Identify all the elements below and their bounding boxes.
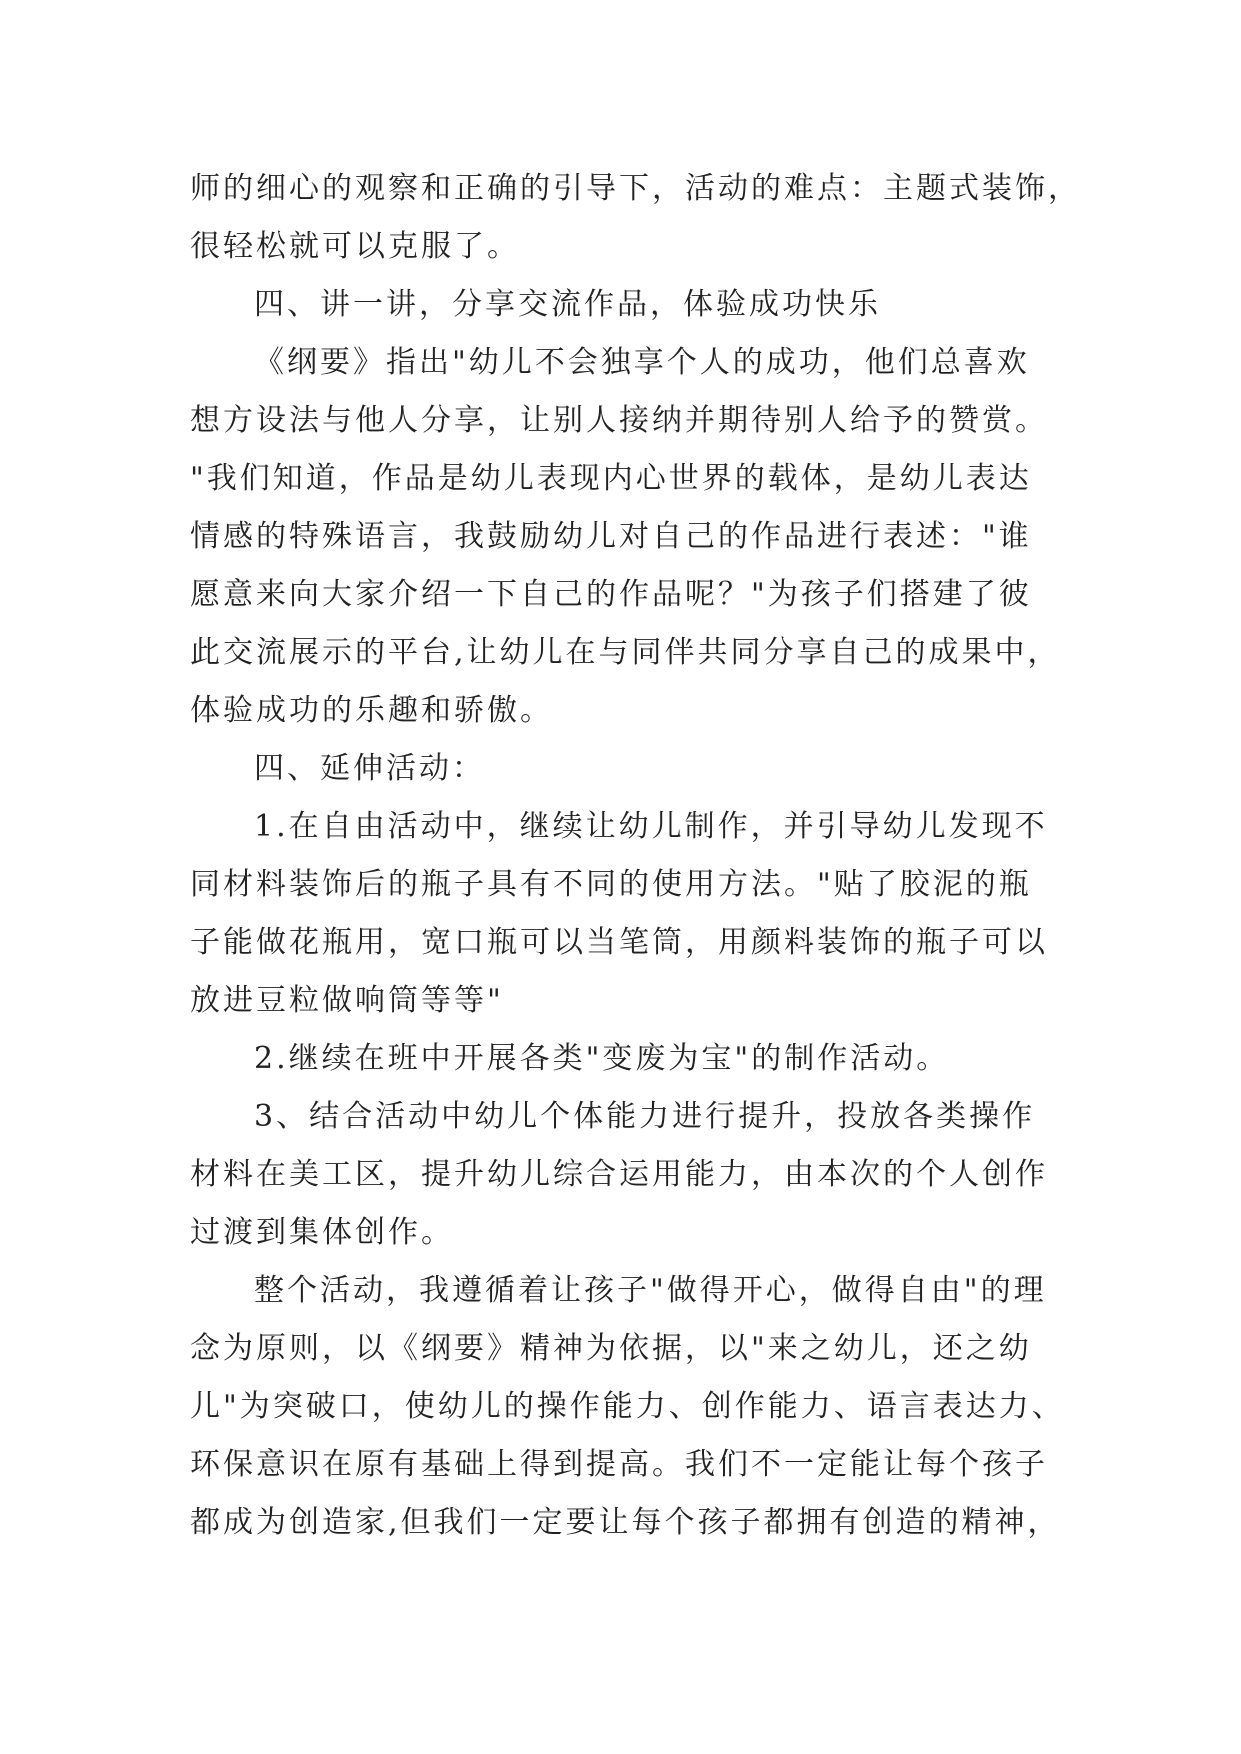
paragraph-5 xyxy=(190,798,1070,1030)
text-line: 《纲要》指出"幼儿不会独享个人的成功，他们总喜欢 xyxy=(254,345,1030,380)
text-line: 都成为创造家,但我们一定要让每个孩子都拥有创造的精神， xyxy=(190,1505,1061,1540)
text-line: 2.继续在班中开展各类"变废为宝"的制作活动。 xyxy=(254,1041,950,1076)
text-line: 念为原则，以《纲要》精神为依据，以"来之幼儿，还之幼 xyxy=(190,1331,1032,1366)
paragraph-6 xyxy=(190,1030,1070,1088)
text-line: 儿"为突破口，使幼儿的操作能力、创作能力、语言表达力、 xyxy=(190,1389,1065,1424)
text-line: 同材料装饰后的瓶子具有不同的使用方法。"贴了胶泥的瓶 xyxy=(190,867,1032,902)
text-line: 整个活动，我遵循着让孩子"做得开心，做得自由"的理 xyxy=(254,1273,1047,1308)
heading-line: 四、讲一讲，分享交流作品，体验成功快乐 xyxy=(254,287,881,322)
text-line: 放进豆粒做响筒等等" xyxy=(190,983,504,1018)
paragraph-3 xyxy=(190,334,1070,740)
text-line: 情感的特殊语言，我鼓励幼儿对自己的作品进行表述："谁 xyxy=(190,519,1032,554)
text-line: 3、结合活动中幼儿个体能力进行提升，投放各类操作 xyxy=(254,1099,1036,1134)
paragraph-1 xyxy=(190,160,1081,276)
text-line: 很轻松就可以克服了。 xyxy=(190,229,520,264)
text-line: 环保意识在原有基础上得到提高。我们不一定能让每个孩子 xyxy=(190,1447,1048,1482)
heading-line: 四、延伸活动： xyxy=(254,751,485,786)
text-line: 师的细心的观察和正确的引导下，活动的难点：主题式装饰， xyxy=(190,171,1081,206)
text-line: 过渡到集体创作。 xyxy=(190,1215,454,1250)
text-line: 想方设法与他人分享，让别人接纳并期待别人给予的赞赏。 xyxy=(190,403,1048,438)
document-body xyxy=(190,160,1081,1552)
text-line: "我们知道，作品是幼儿表现内心世界的载体，是幼儿表达 xyxy=(190,461,1032,496)
text-line: 1.在自由活动中，继续让幼儿制作，并引导幼儿发现不 xyxy=(254,809,1048,844)
paragraph-8 xyxy=(190,1262,1070,1552)
text-line: 体验成功的乐趣和骄傲。 xyxy=(190,693,553,728)
section-heading-share xyxy=(190,276,1070,334)
text-line: 此交流展示的平台,让幼儿在与同伴共同分享自己的成果中， xyxy=(190,635,1061,670)
text-line: 愿意来向大家介绍一下自己的作品呢？"为孩子们搭建了彼 xyxy=(190,577,1032,612)
paragraph-7 xyxy=(190,1088,1070,1262)
text-line: 子能做花瓶用，宽口瓶可以当笔筒，用颜料装饰的瓶子可以 xyxy=(190,925,1048,960)
text-line: 材料在美工区，提升幼儿综合运用能力，由本次的个人创作 xyxy=(190,1157,1048,1192)
section-heading-extension xyxy=(190,740,1070,798)
